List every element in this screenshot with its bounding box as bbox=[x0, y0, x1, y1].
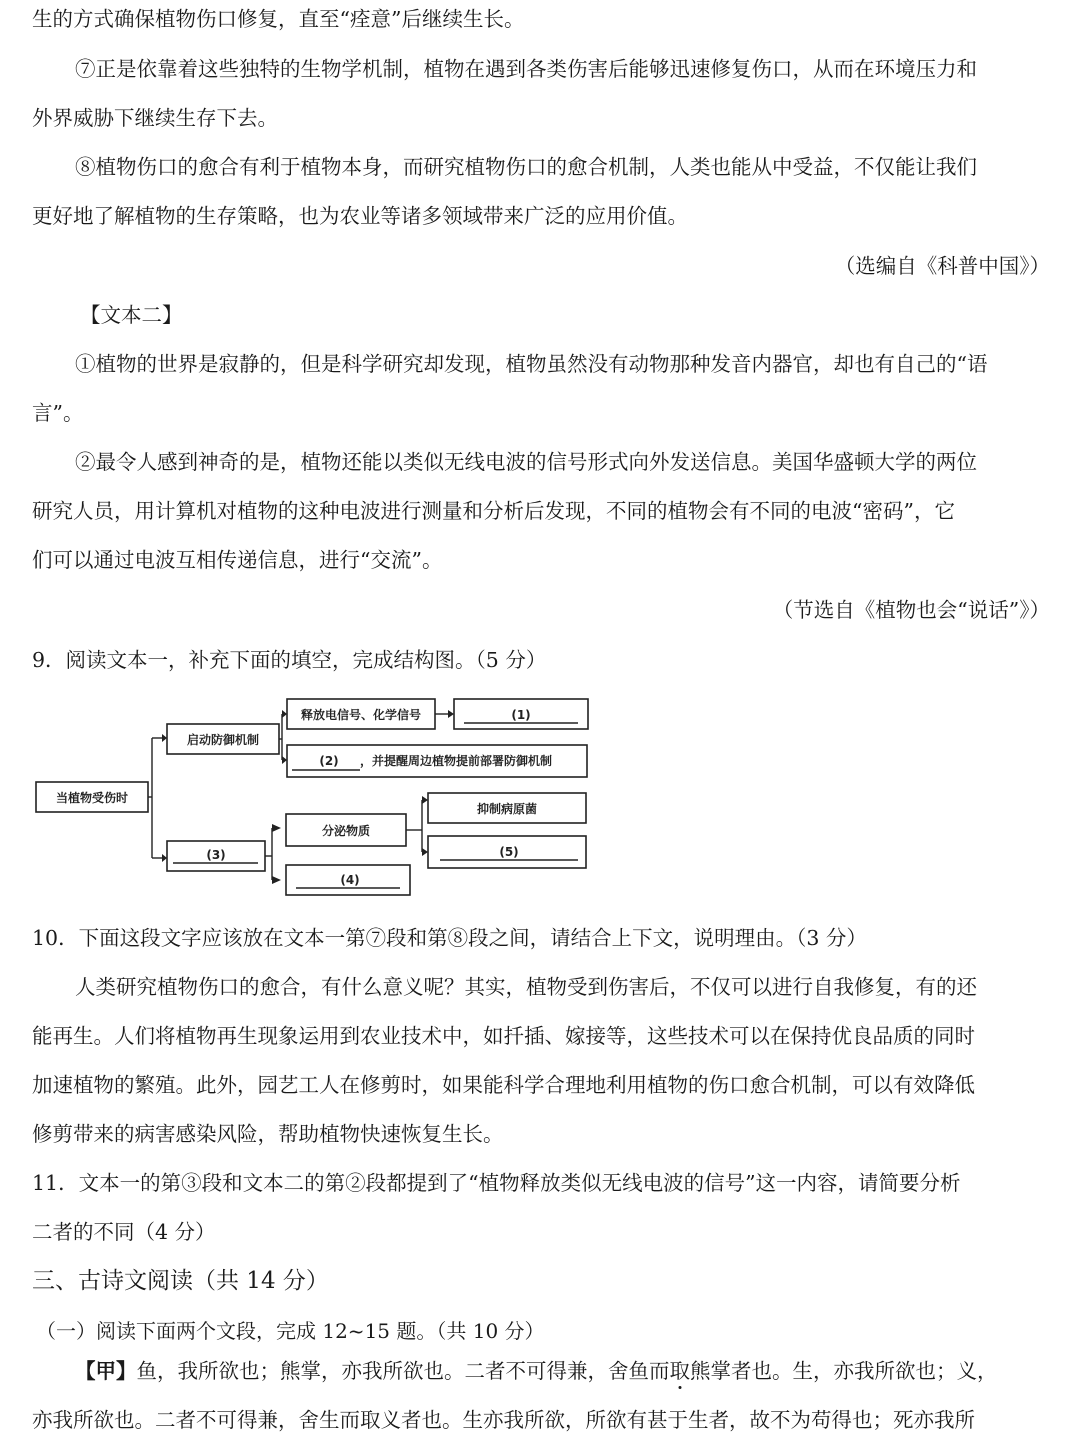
question-9-prompt: 9．阅读文本一，补充下面的填空，完成结构图。（5 分） bbox=[32, 648, 547, 672]
passage-jia-label: 【甲】 bbox=[75, 1359, 137, 1383]
passage-jia-text-1: 鱼，我所欲也；熊掌，亦我所欲也。二者不可得兼，舍鱼而 bbox=[136, 1359, 670, 1383]
question-10-passage-line-1: 人类研究植物伤口的愈合，有什么意义呢？其实，植物受到伤害后，不仅可以进行自我修复，有的还 bbox=[75, 975, 977, 999]
passage-jia-dotted-char: 取 bbox=[669, 1359, 690, 1383]
paragraph-8-line-1: ⑧植物伤口的愈合有利于植物本身，而研究植物伤口的愈合机制，人类也能从中受益，不仅能让我们 bbox=[75, 155, 977, 179]
passage-jia-text-2: 熊掌者也。生，亦我所欲也；义， bbox=[690, 1359, 998, 1383]
blank-2-suffix: ，并提醒周边植物提前部署防御机制 bbox=[360, 754, 553, 768]
arrow-icon bbox=[448, 710, 454, 718]
question-11-line-2: 二者的不同（4 分） bbox=[32, 1220, 216, 1244]
text-two-heading: 【文本二】 bbox=[80, 303, 183, 327]
inhibit-label: 抑制病原菌 bbox=[476, 802, 538, 816]
question-10-passage-line-4: 修剪带来的病害感染风险，帮助植物快速恢复生长。 bbox=[32, 1122, 504, 1146]
arrow-icon bbox=[422, 848, 428, 856]
text-two-p1-line-1: ①植物的世界是寂静的，但是科学研究却发现，植物虽然没有动物那种发音内器官，却也有自己的“语 bbox=[75, 352, 988, 376]
signal-label: 释放电信号、化学信号 bbox=[300, 708, 422, 722]
section-3-title: 三、古诗文阅读（共 14 分） bbox=[32, 1268, 329, 1294]
structure-diagram bbox=[30, 690, 600, 900]
section-3-subheading: （一）阅读下面两个文段，完成 12~15 题。（共 10 分） bbox=[36, 1319, 545, 1343]
blank-1-label: (1) bbox=[511, 708, 531, 722]
blank-5-label: (5) bbox=[499, 845, 519, 859]
blank-3-label: (3) bbox=[206, 848, 226, 862]
text-two-p2-line-2: 研究人员，用计算机对植物的这种电波进行测量和分析后发现，不同的植物会有不同的电波“密码”，它 bbox=[32, 499, 955, 523]
question-10-prompt: 10．下面这段文字应该放在文本一第⑦段和第⑧段之间，请结合上下文，说明理由。（3 分） bbox=[32, 926, 867, 950]
paragraph-7-line-1: ⑦正是依靠着这些独特的生物学机制，植物在遇到各类伤害后能够迅速修复伤口，从而在环境压力和 bbox=[75, 57, 977, 81]
root-label: 当植物受伤时 bbox=[55, 791, 129, 805]
paragraph-8-line-2: 更好地了解植物的生存策略，也为农业等诸多领域带来广泛的应用价值。 bbox=[32, 204, 688, 228]
text-two-p2-line-3: 们可以通过电波互相传递信息，进行“交流”。 bbox=[32, 548, 443, 572]
arrow-icon bbox=[272, 876, 281, 884]
blank-2-label: (2) bbox=[319, 754, 339, 768]
arrow-icon bbox=[422, 796, 428, 804]
text-two-p2-line-1: ②最令人感到神奇的是，植物还能以类似无线电波的信号形式向外发送信息。美国华盛顿大学的两位 bbox=[75, 450, 977, 474]
text-two-p1-line-2: 言”。 bbox=[32, 401, 84, 425]
passage-jia-line-2: 亦我所欲也。二者不可得兼，舍生而取义者也。生亦我所欲，所欲有甚于生者，故不为苟得也；死亦我所 bbox=[32, 1408, 975, 1432]
question-10-passage-line-3: 加速植物的繁殖。此外，园艺工人在修剪时，如果能科学合理地利用植物的伤口愈合机制，可以有效降低 bbox=[32, 1073, 975, 1097]
blank-4-label: (4) bbox=[340, 873, 360, 887]
defense-label: 启动防御机制 bbox=[186, 733, 260, 747]
paragraph-6-end: 生的方式确保植物伤口修复，直至“痊意”后继续生长。 bbox=[32, 7, 525, 31]
secrete-label: 分泌物质 bbox=[321, 824, 371, 838]
source-citation-1: （选编自《科普中国》） bbox=[834, 254, 1050, 278]
source-citation-2: （节选自《植物也会“说话”》） bbox=[772, 598, 1050, 622]
question-10-passage-line-2: 能再生。人们将植物再生现象运用到农业技术中，如扦插、嫁接等，这些技术可以在保持优良品质的同时 bbox=[32, 1024, 975, 1048]
passage-jia-line-1 bbox=[75, 1356, 998, 1386]
question-11-line-1: 11．文本一的第③段和文本二的第②段都提到了“植物释放类似无线电波的信号”这一内容，请简要分析 bbox=[32, 1171, 961, 1195]
paragraph-7-line-2: 外界威胁下继续生存下去。 bbox=[32, 106, 278, 130]
arrow-icon bbox=[272, 824, 281, 832]
